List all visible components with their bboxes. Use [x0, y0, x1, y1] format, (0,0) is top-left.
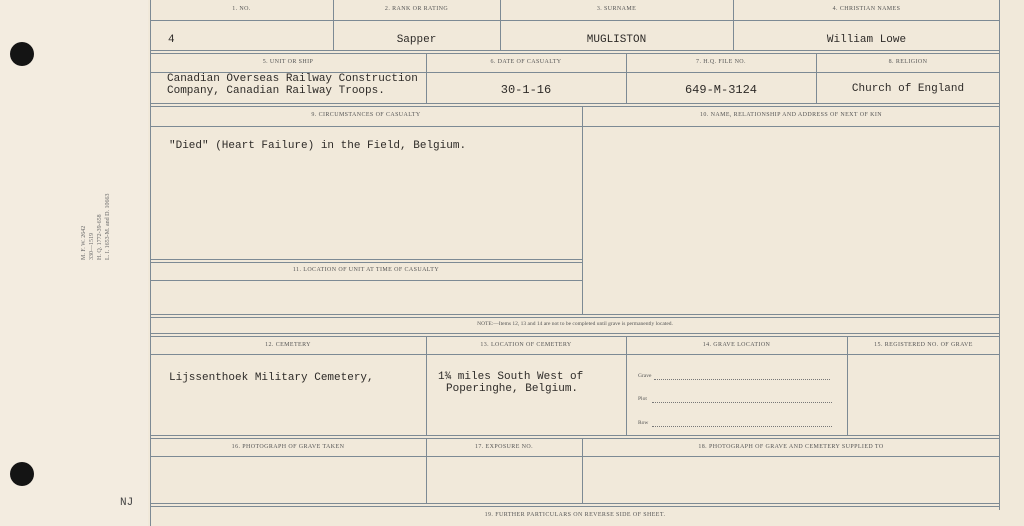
label-photo-supplied: 18. PHOTOGRAPH OF GRAVE AND CEMETERY SUPPLIED TO [698, 444, 884, 450]
label-surname: 3. SURNAME [596, 6, 637, 12]
value-rank: Sapper [396, 34, 437, 46]
value-cemetery: Lijssenthoek Military Cemetery, [169, 372, 374, 384]
note-text: NOTE:—Items 12, 13 and 14 are not to be completed until grave is permanently located. [477, 321, 673, 327]
punch-hole-top [10, 42, 34, 66]
plot-dotted-line [652, 402, 832, 403]
value-cemetery-location [438, 371, 583, 395]
value-hq-file: 649-M-3124 [684, 83, 757, 97]
value-circumstances: "Died" (Heart Failure) in the Field, Belgium. [169, 140, 467, 152]
label-unit: 5. UNIT OR SHIP [262, 59, 314, 65]
value-date: 30-1-16 [500, 83, 552, 97]
margin-code-1: M. F. W. 2642 [81, 225, 87, 260]
label-circumstances: 9. CIRCUMSTANCES OF CASUALTY [311, 112, 421, 118]
margin-codes [80, 194, 112, 261]
value-unit-line2: Company, Canadian Railway Troops. [167, 85, 385, 97]
label-grave-location: 14. GRAVE LOCATION [702, 342, 771, 348]
label-religion: 8. RELIGION [888, 59, 928, 65]
label-cemetery-location: 13. LOCATION OF CEMETERY [480, 342, 572, 348]
value-cemetery-location-line2: Poperinghe, Belgium. [446, 383, 579, 395]
label-grave: Grave [638, 373, 652, 379]
label-row: Row [638, 420, 649, 426]
label-no: 1. NO. [232, 6, 251, 12]
label-hq-file: 7. H.Q. FILE NO. [696, 59, 746, 65]
value-no: 4 [168, 34, 175, 46]
label-next-of-kin: 10. NAME, RELATIONSHIP AND ADDRESS OF NEXT OF KIN [700, 112, 882, 118]
punch-hole-bottom [10, 462, 34, 486]
form-body [150, 0, 1000, 526]
value-surname: MUGLISTON [586, 34, 647, 46]
value-religion: Church of England [851, 83, 965, 95]
clerk-initials: NJ [120, 497, 134, 509]
label-photograph: 16. PHOTOGRAPH OF GRAVE TAKEN [231, 444, 345, 450]
label-cemetery: 12. CEMETERY [265, 342, 311, 348]
margin-code-4: L. I. 1653-M. and D. 10663 [105, 193, 111, 260]
margin-code-3: H. Q. 1772-39-658 [97, 214, 103, 260]
row-dotted-line [652, 426, 832, 427]
label-christian-names: 4. CHRISTIAN NAMES [832, 6, 901, 12]
label-registered-no: 15. REGISTERED NO. OF GRAVE [874, 342, 973, 348]
value-cemetery-location-line1: 1¾ miles South West of [438, 371, 584, 383]
label-rank: 2. RANK OR RATING [384, 6, 449, 12]
value-unit-line1: Canadian Overseas Railway Construction [167, 73, 418, 85]
grave-dotted-line [654, 379, 830, 380]
label-exposure: 17. EXPOSURE NO. [474, 444, 534, 450]
label-plot: Plot [638, 396, 647, 402]
margin-code-2: 330—1519 [89, 233, 95, 260]
label-further-particulars: 19. FURTHER PARTICULARS ON REVERSE SIDE OF SHEET. [484, 512, 666, 518]
label-date: 6. DATE OF CASUALTY [490, 59, 562, 65]
value-unit [167, 73, 418, 97]
value-christian-names: William Lowe [826, 34, 907, 46]
label-unit-location: 11. LOCATION OF UNIT AT TIME OF CASUALTY [292, 267, 440, 273]
left-margin [0, 0, 148, 526]
